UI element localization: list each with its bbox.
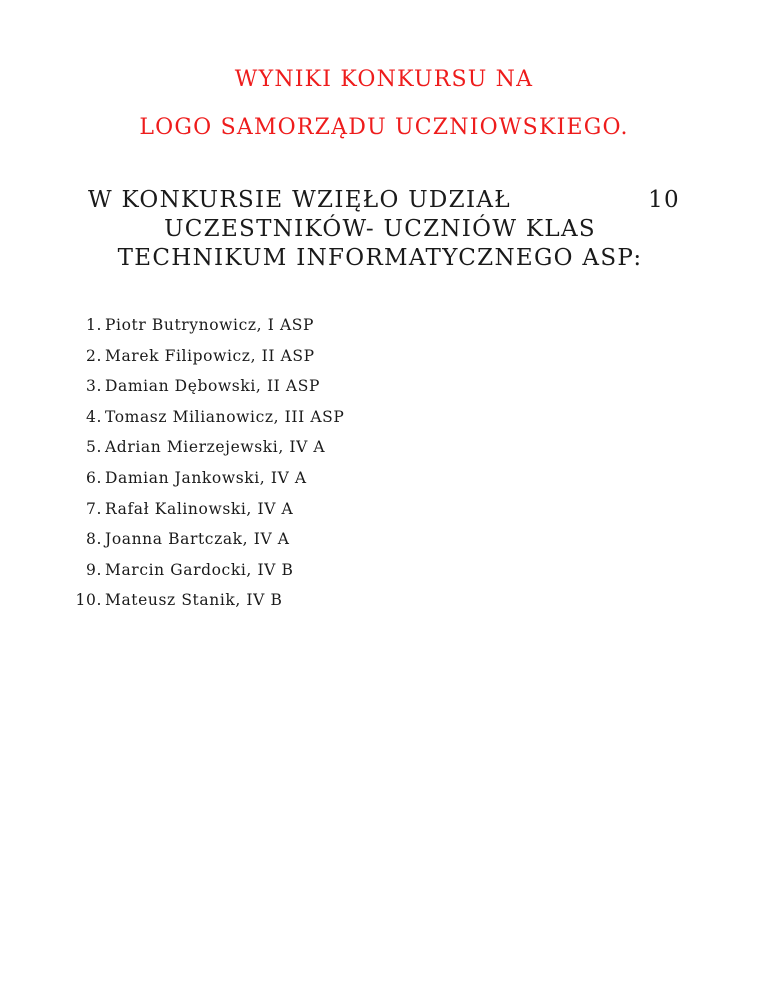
list-item-name: Marek Filipowicz, II ASP: [105, 346, 315, 365]
list-item: [60, 347, 344, 378]
title-line-1: WYNIKI KONKURSU NA: [234, 67, 534, 92]
participant-count: 10: [648, 187, 680, 213]
list-item-number: 10.: [75, 591, 102, 610]
intro-line-3: TECHNIKUM INFORMATYCZNEGO ASP:: [117, 245, 643, 271]
list-item: [60, 377, 344, 408]
list-item-number: 5.: [86, 438, 102, 457]
list-item-name: Piotr Butrynowicz, I ASP: [105, 316, 314, 334]
list-item-name: Rafał Kalinowski, IV A: [105, 499, 294, 518]
list-item-name: Damian Dębowski, II ASP: [105, 377, 320, 396]
list-item-number: 7.: [86, 499, 102, 518]
list-item-number: 9.: [86, 560, 102, 579]
list-item: [60, 591, 344, 622]
list-item-number: 6.: [86, 468, 102, 487]
list-item-name: Mateusz Stanik, IV B: [105, 591, 283, 610]
list-item: [60, 316, 344, 347]
list-item-number: 1.: [86, 316, 102, 334]
list-item-name: Joanna Bartczak, IV A: [105, 530, 290, 549]
list-item: [60, 438, 344, 469]
list-item-number: 8.: [86, 530, 102, 549]
intro-line-1-text: W KONKURSIE WZIĘŁO UDZIAŁ: [88, 187, 511, 213]
list-item: [60, 408, 344, 439]
list-item-number: 2.: [86, 346, 102, 365]
intro-line-2: UCZESTNIKÓW- UCZNIÓW KLAS: [164, 216, 596, 242]
intro-paragraph: [80, 186, 680, 273]
list-item-name: Tomasz Milianowicz, III ASP: [105, 407, 345, 426]
list-item: [60, 561, 344, 592]
title-line-2: LOGO SAMORZĄDU UCZNIOWSKIEGO.: [139, 115, 629, 140]
intro-line-1: [88, 186, 680, 215]
list-item: [60, 469, 344, 500]
list-item: [60, 530, 344, 561]
list-item-number: 4.: [86, 407, 102, 426]
list-item-name: Adrian Mierzejewski, IV A: [105, 438, 326, 457]
list-item-name: Marcin Gardocki, IV B: [105, 560, 294, 579]
list-item-number: 3.: [86, 377, 102, 396]
participants-list: [60, 316, 344, 622]
list-item: [60, 500, 344, 531]
list-item-name: Damian Jankowski, IV A: [105, 468, 307, 487]
